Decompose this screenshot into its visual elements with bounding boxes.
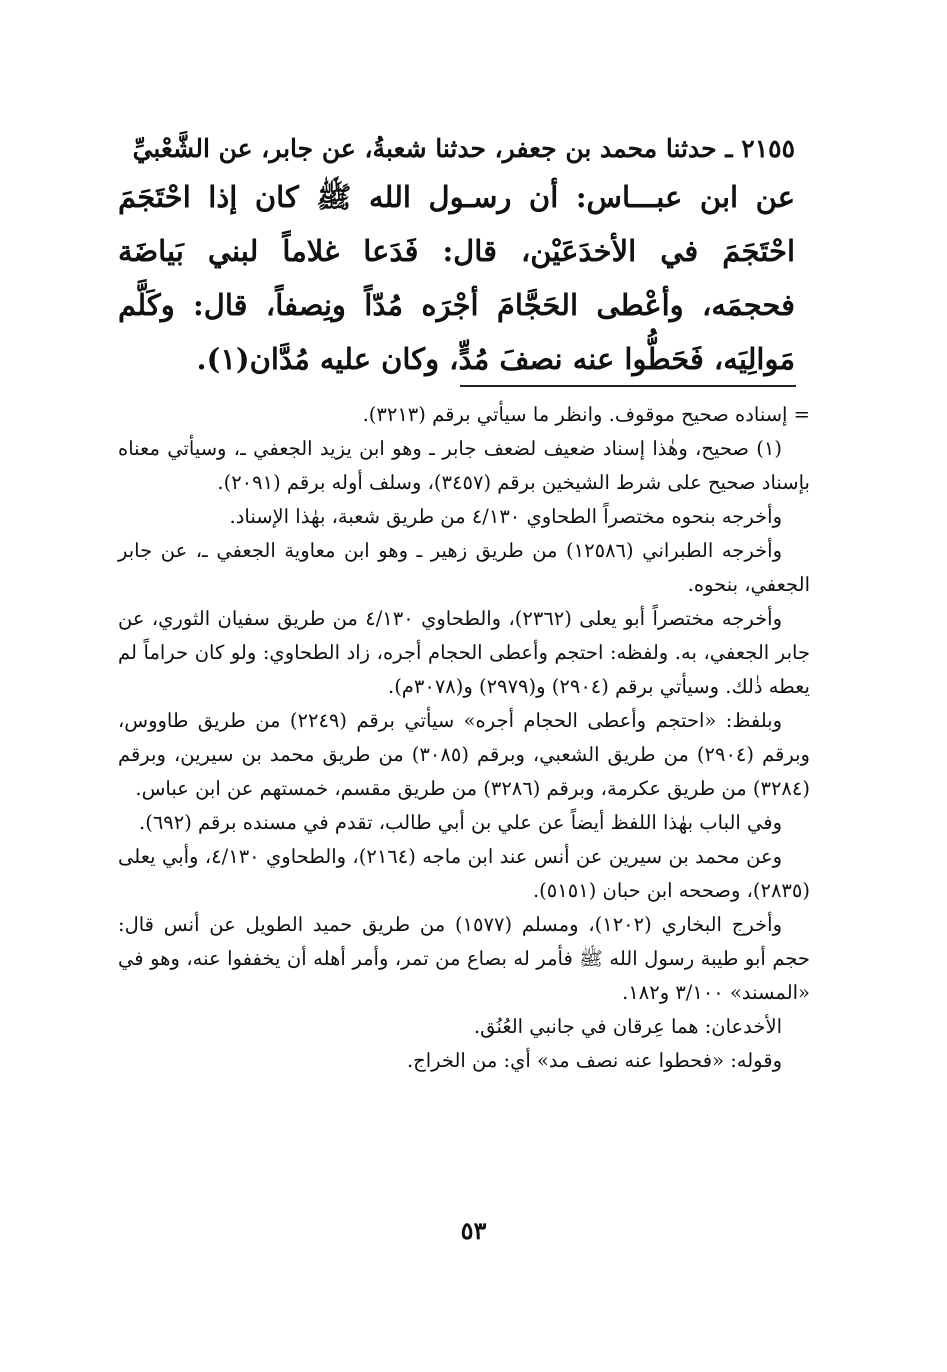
- hadith-block: [118, 128, 795, 386]
- page-number: ٥٣: [460, 1216, 487, 1245]
- hadith-number-line: ٢١٥٥ ـ حدثنا محمد بن جعفر، حدثنا شعبةُ، عن جابر، عن الشَّعْبيِّ: [132, 134, 795, 163]
- footnote-gloss: وقوله: «فحطوا عنه نصف مد» أي: من الخراج.: [406, 1049, 782, 1072]
- footnote-paragraph: وأخرج البخاري (١٢٠٢)، ومسلم (١٥٧٧) من طريق حميد الطويل عن أنس قال: حجم أبو طيبة رسول الله ﷺ فأمر له بصاع من تمر، وأمر أهله أن يخففوا عنه، وهو في «المسند» ٣/١٠٠ و١٨٢.: [118, 913, 810, 1004]
- footnote-paragraph: وأخرجه مختصراً أبو يعلى (٢٣٦٢)، والطحاوي ٤/١٣٠ من طريق سفيان الثوري، عن جابر الجعفي، به. ولفظه: احتجم وأعطى الحجام أجره، زاد الطحاوي: ولو كان حراماً لم يعطه ذٰلك. وسيأتي برقم (٢٩٠٤) و(٢٩٧٩) و(٣٠٧٨م).: [118, 607, 810, 698]
- footnotes: [118, 398, 810, 1078]
- footnote-divider: [460, 385, 796, 387]
- footnote-paragraph: وأخرجه الطبراني (١٢٥٨٦) من طريق زهير ـ وهو ابن معاوية الجعفي ـ، عن جابر الجعفي، بنحوه.: [118, 539, 810, 596]
- footnote-paragraph: وعن محمد بن سيرين عن أنس عند ابن ماجه (٢١٦٤)، والطحاوي ٤/١٣٠، وأبي يعلى (٢٨٣٥)، وصححه ابن حبان (٥١٥١).: [118, 845, 810, 902]
- footnote-1: (١) صحيح، وهٰذا إسناد ضعيف لضعف جابر ـ وهو ابن يزيد الجعفي ـ، وسيأتي معناه بإسناد صحيح على شرط الشيخين برقم (٣٤٥٧)، وسلف أوله برقم (٢٠٩١).: [118, 437, 810, 494]
- footnote-paragraph: وفي الباب بهٰذا اللفظ أيضاً عن علي بن أبي طالب، تقدم في مسنده برقم (٦٩٢).: [139, 811, 782, 834]
- footnote-paragraph: وأخرجه بنحوه مختصراً الطحاوي ٤/١٣٠ من طريق شعبة، بهٰذا الإسناد.: [229, 505, 782, 528]
- footnote-gloss: الأخدعان: هما عِرقان في جانبي العُنُق.: [473, 1015, 782, 1038]
- footnote-continuation: = إسناده صحيح موقوف. وانظر ما سيأتي برقم (٣٢١٣).: [362, 403, 810, 426]
- footnote-paragraph: وبلفظ: «احتجم وأعطى الحجام أجره» سيأتي برقم (٢٢٤٩) من طريق طاووس، وبرقم (٢٩٠٤) من طريق الشعبي، وبرقم (٣٠٨٥) من طريق محمد بن سيرين، وبرقم (٣٢٨٤) من طريق عكرمة، وبرقم (٣٢٨٦) من طريق مقسم، خمستهم عن ابن عباس.: [118, 709, 810, 800]
- hadith-text: عن ابن عبـــاس: أن رسـول الله ﷺ كان إذا احْتَجَمَ احْتَجَمَ في الأخدَعَيْن، قال: فَدَعا غلاماً لبني بَياضَة فحجمَه، وأعْطى الحَجَّامَ أجْرَه مُدّاً ونِصفاً، قال: وكَلَّم مَوالِيَه، فَحَطُّوا عنه نصفَ مُدٍّ، وكان عليه مُدَّان(١).: [118, 180, 795, 376]
